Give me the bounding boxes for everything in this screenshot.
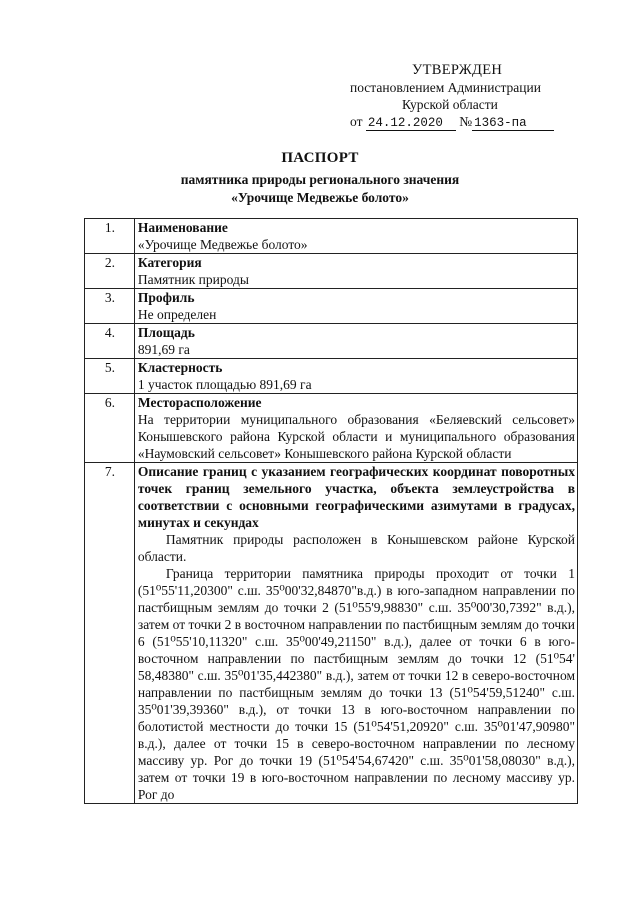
approval-date: 24.12.2020 [366, 116, 456, 131]
table-row [85, 394, 578, 463]
row-paragraph-2: Граница территории памятника природы проходит от точки 1 (51⁰55'11,20300" с.ш. 35⁰00'32,84870"в.д.) в юго-западном направлении по пастбищным землям до точки 2 (51⁰55'9,98830" с.ш. 35⁰00'30,7392" в.д.), затем от точки 2 в восточном направлении по пастбищным землям до точки 6 (51⁰55'10,11320" с.ш. 35⁰00'49,21150" в.д.), далее от точки 6 в юго-восточном направлении по пастбищным землям до точки 12 (51⁰54' 58,48380" с.ш. 35⁰01'35,442380" в.д.), затем от точки 12 в северо-восточном направлении по пастбищным землям до точки 13 (51⁰54'59,51240" с.ш. 35⁰01'39,39360" в.д.), от точки 13 в юго-восточном направлении по болотистой местности до точки 15 (51⁰54'51,20920" с.ш. 35⁰01'47,90980" в.д.), далее от точки 15 в северо-восточном направлении по лесному массиву ур. Рог до точки 19 (51⁰54'54,67420" с.ш. 35⁰01'58,08030" в.д.), затем от точки 19 в юго-восточном направлении по лесному массиву ур. Рог до [137, 566, 575, 802]
document-title: ПАСПОРТ [281, 150, 359, 166]
approval-number: 1363-па [472, 116, 554, 131]
table-row [85, 289, 578, 324]
row-title: Категория [137, 255, 202, 270]
row-number: 7. [85, 463, 135, 804]
row-title: Профиль [137, 290, 195, 305]
row-number: 1. [85, 219, 135, 254]
row-value: На территории муниципального образования «Беляевский сельсовет» Конышевского района Курской области и муниципального образования «Наумовский сельсовет» Конышевского района Курской области [137, 412, 575, 461]
document-object-name: «Урочище Медвежье болото» [231, 190, 409, 205]
row-cell [134, 463, 577, 804]
passport-table [84, 218, 578, 804]
approval-title: УТВЕРЖДЕН [412, 62, 503, 78]
row-value: 891,69 га [137, 342, 190, 357]
row-number: 3. [85, 289, 135, 324]
document-subtitle: памятника природы регионального значения [180, 172, 460, 187]
approval-number-prefix: № [459, 114, 473, 129]
table-row [85, 359, 578, 394]
approval-block [340, 62, 580, 131]
row-title: Кластерность [137, 360, 223, 375]
row-cell [134, 219, 577, 254]
row-value: 1 участок площадью 891,69 га [137, 377, 312, 392]
row-title: Описание границ с указанием географических координат поворотных точек границ земельного участка, объекта землеустройства в соответствии с основными географическими азимутами в градусах, минутах и секундах [137, 464, 575, 530]
row-cell [134, 289, 577, 324]
approval-date-prefix: от [350, 114, 363, 129]
row-value: Не определен [137, 307, 217, 322]
table-row [85, 324, 578, 359]
table-row [85, 219, 578, 254]
approval-line-2: Курской области [402, 97, 498, 112]
row-value: Памятник природы [137, 272, 249, 287]
approval-date-line [340, 113, 580, 131]
row-number: 6. [85, 394, 135, 463]
row-cell [134, 359, 577, 394]
row-number: 5. [85, 359, 135, 394]
row-number: 2. [85, 254, 135, 289]
row-cell [134, 394, 577, 463]
table-row [85, 463, 578, 804]
row-paragraph-1: Памятник природы расположен в Конышевском районе Курской области. [137, 532, 575, 564]
row-title: Наименование [137, 220, 228, 235]
approval-line-1: постановлением Администрации [350, 80, 541, 95]
row-number: 4. [85, 324, 135, 359]
row-cell [134, 324, 577, 359]
row-value: «Урочище Медвежье болото» [137, 237, 308, 252]
row-title: Площадь [137, 325, 195, 340]
row-cell [134, 254, 577, 289]
table-row [85, 254, 578, 289]
row-title: Месторасположение [137, 395, 262, 410]
